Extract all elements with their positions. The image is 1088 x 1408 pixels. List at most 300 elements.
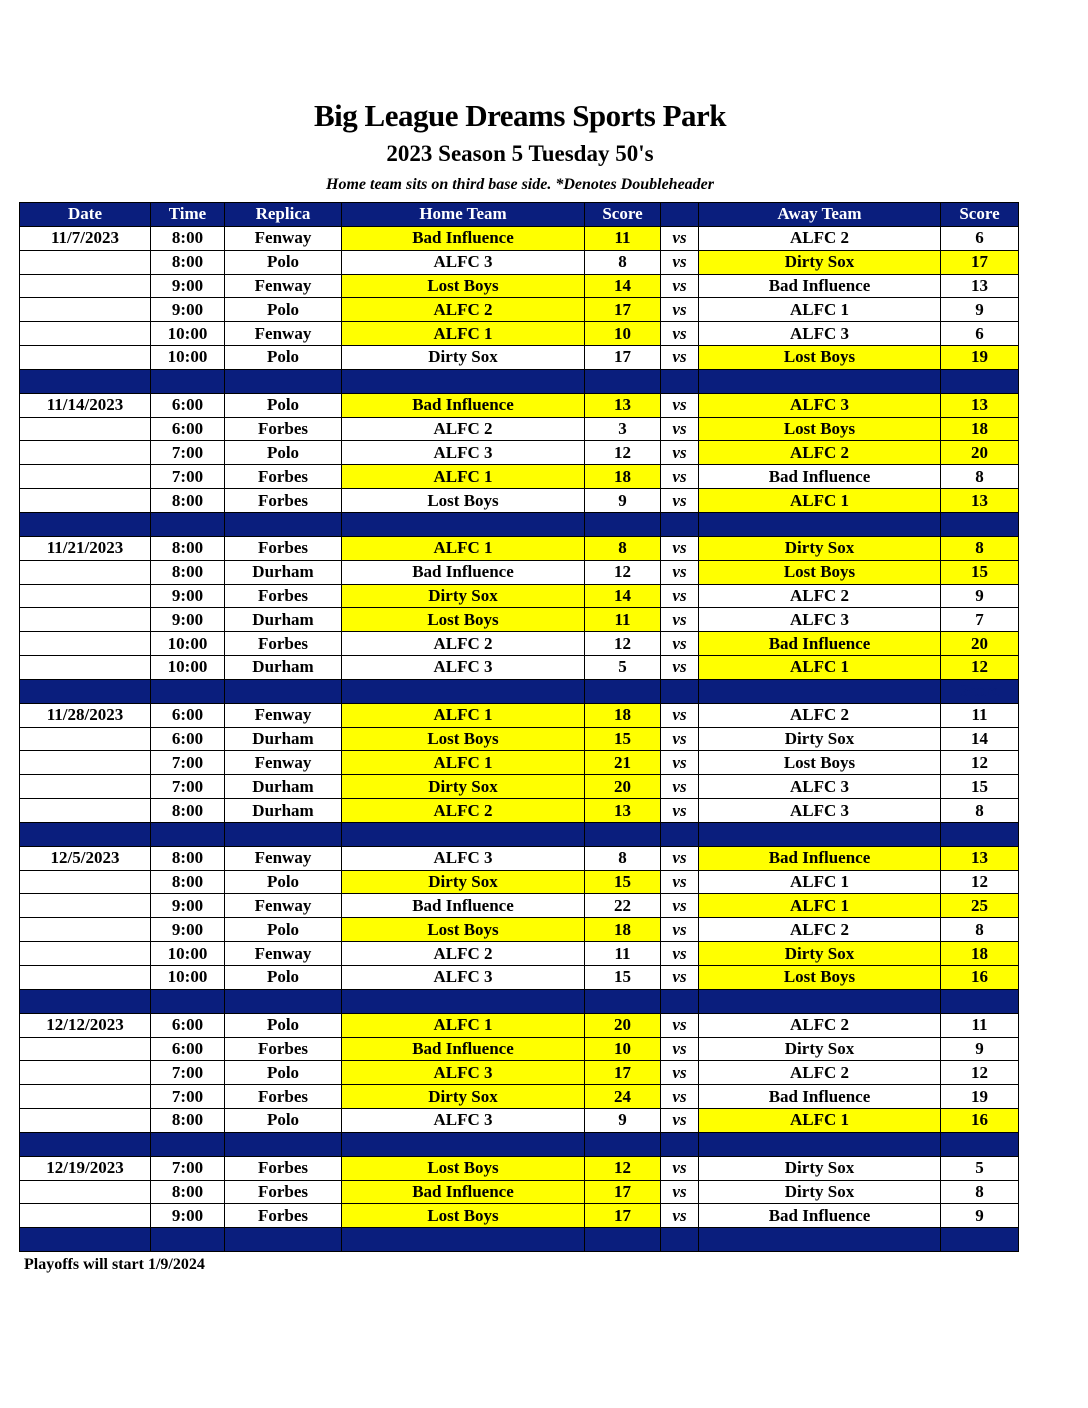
game-time: 6:00	[151, 393, 225, 417]
game-date-empty	[20, 1204, 151, 1228]
separator-cell	[151, 989, 225, 1013]
game-date-empty	[20, 346, 151, 370]
vs-label: vs	[661, 465, 699, 489]
game-field: Durham	[225, 727, 342, 751]
home-score: 12	[585, 441, 661, 465]
game-field: Forbes	[225, 536, 342, 560]
away-team: Lost Boys	[699, 417, 941, 441]
home-score: 12	[585, 1156, 661, 1180]
separator-cell	[661, 1228, 699, 1252]
away-team: Dirty Sox	[699, 536, 941, 560]
home-score: 17	[585, 298, 661, 322]
vs-label: vs	[661, 560, 699, 584]
game-date-empty	[20, 656, 151, 680]
game-time: 8:00	[151, 799, 225, 823]
separator-cell	[225, 989, 342, 1013]
vs-label: vs	[661, 393, 699, 417]
separator-cell	[699, 822, 941, 846]
separator-row	[20, 369, 1019, 393]
separator-cell	[699, 369, 941, 393]
home-team: Lost Boys	[342, 608, 585, 632]
home-score: 15	[585, 966, 661, 990]
separator-row	[20, 989, 1019, 1013]
vs-label: vs	[661, 346, 699, 370]
home-score: 21	[585, 751, 661, 775]
game-time: 10:00	[151, 632, 225, 656]
game-time: 9:00	[151, 918, 225, 942]
vs-label: vs	[661, 656, 699, 680]
home-team: ALFC 3	[342, 966, 585, 990]
home-team: ALFC 1	[342, 751, 585, 775]
game-field: Fenway	[225, 942, 342, 966]
vs-label: vs	[661, 1013, 699, 1037]
game-date: 12/12/2023	[20, 1013, 151, 1037]
separator-cell	[151, 679, 225, 703]
vs-label: vs	[661, 632, 699, 656]
game-row	[20, 727, 1019, 751]
home-score: 8	[585, 536, 661, 560]
separator-cell	[20, 989, 151, 1013]
away-team: ALFC 1	[699, 1109, 941, 1133]
home-team: Lost Boys	[342, 727, 585, 751]
game-row	[20, 1037, 1019, 1061]
away-team: Bad Influence	[699, 846, 941, 870]
home-team: ALFC 3	[342, 656, 585, 680]
game-date-empty	[20, 560, 151, 584]
away-score: 16	[941, 966, 1019, 990]
game-time: 6:00	[151, 1013, 225, 1037]
game-field: Durham	[225, 560, 342, 584]
home-team: ALFC 3	[342, 1061, 585, 1085]
schedule-table	[19, 202, 1019, 1252]
game-row	[20, 250, 1019, 274]
vs-label: vs	[661, 751, 699, 775]
game-date-empty	[20, 322, 151, 346]
away-score: 18	[941, 942, 1019, 966]
home-score: 13	[585, 393, 661, 417]
separator-cell	[941, 989, 1019, 1013]
separator-row	[20, 822, 1019, 846]
separator-row	[20, 512, 1019, 536]
away-team: ALFC 2	[699, 1061, 941, 1085]
game-field: Forbes	[225, 417, 342, 441]
game-field: Forbes	[225, 465, 342, 489]
home-score: 14	[585, 584, 661, 608]
away-score: 19	[941, 346, 1019, 370]
game-field: Forbes	[225, 1204, 342, 1228]
home-score: 15	[585, 870, 661, 894]
game-time: 7:00	[151, 751, 225, 775]
home-score: 5	[585, 656, 661, 680]
col-header-date: Date	[20, 203, 151, 227]
separator-cell	[585, 989, 661, 1013]
separator-cell	[585, 512, 661, 536]
away-team: Lost Boys	[699, 346, 941, 370]
game-time: 9:00	[151, 1204, 225, 1228]
game-time: 6:00	[151, 417, 225, 441]
away-score: 13	[941, 846, 1019, 870]
away-score: 20	[941, 441, 1019, 465]
game-row	[20, 775, 1019, 799]
game-time: 8:00	[151, 489, 225, 513]
away-team: Bad Influence	[699, 1204, 941, 1228]
away-team: Dirty Sox	[699, 727, 941, 751]
vs-label: vs	[661, 1156, 699, 1180]
game-field: Polo	[225, 1061, 342, 1085]
game-date: 11/28/2023	[20, 703, 151, 727]
vs-label: vs	[661, 942, 699, 966]
separator-cell	[20, 1132, 151, 1156]
home-score: 3	[585, 417, 661, 441]
separator-cell	[941, 1228, 1019, 1252]
game-time: 6:00	[151, 703, 225, 727]
game-time: 8:00	[151, 1180, 225, 1204]
game-time: 10:00	[151, 656, 225, 680]
game-time: 8:00	[151, 846, 225, 870]
home-team: Lost Boys	[342, 1156, 585, 1180]
game-field: Fenway	[225, 322, 342, 346]
game-field: Fenway	[225, 846, 342, 870]
separator-cell	[941, 822, 1019, 846]
game-date-empty	[20, 250, 151, 274]
away-score: 25	[941, 894, 1019, 918]
separator-cell	[699, 1228, 941, 1252]
vs-label: vs	[661, 846, 699, 870]
game-row	[20, 1156, 1019, 1180]
game-date-empty	[20, 298, 151, 322]
away-score: 11	[941, 703, 1019, 727]
away-team: Dirty Sox	[699, 1180, 941, 1204]
separator-cell	[941, 512, 1019, 536]
game-time: 8:00	[151, 1109, 225, 1133]
game-row	[20, 226, 1019, 250]
vs-label: vs	[661, 1061, 699, 1085]
home-team: Bad Influence	[342, 1037, 585, 1061]
away-team: Dirty Sox	[699, 1156, 941, 1180]
game-row	[20, 1061, 1019, 1085]
home-team: Bad Influence	[342, 393, 585, 417]
away-score: 9	[941, 298, 1019, 322]
game-time: 10:00	[151, 346, 225, 370]
page-title: Big League Dreams Sports Park	[313, 98, 727, 133]
separator-cell	[151, 822, 225, 846]
game-date-empty	[20, 1180, 151, 1204]
game-field: Polo	[225, 1013, 342, 1037]
away-score: 12	[941, 1061, 1019, 1085]
separator-cell	[225, 679, 342, 703]
away-team: ALFC 1	[699, 656, 941, 680]
away-score: 19	[941, 1085, 1019, 1109]
home-team: ALFC 1	[342, 322, 585, 346]
game-date-empty	[20, 942, 151, 966]
away-score: 9	[941, 584, 1019, 608]
game-row	[20, 751, 1019, 775]
separator-cell	[661, 512, 699, 536]
game-row	[20, 1013, 1019, 1037]
separator-cell	[20, 369, 151, 393]
home-score: 17	[585, 1061, 661, 1085]
away-score: 12	[941, 870, 1019, 894]
game-date: 12/5/2023	[20, 846, 151, 870]
game-row	[20, 298, 1019, 322]
separator-cell	[342, 512, 585, 536]
home-team: Dirty Sox	[342, 1085, 585, 1109]
vs-label: vs	[661, 417, 699, 441]
game-date: 11/7/2023	[20, 226, 151, 250]
home-team: ALFC 3	[342, 250, 585, 274]
away-team: Bad Influence	[699, 274, 941, 298]
playoffs-footer: Playoffs will start 1/9/2024	[24, 1256, 205, 1273]
game-date-empty	[20, 1037, 151, 1061]
vs-label: vs	[661, 489, 699, 513]
home-team: Lost Boys	[342, 918, 585, 942]
away-score: 15	[941, 775, 1019, 799]
home-score: 17	[585, 1204, 661, 1228]
game-time: 9:00	[151, 584, 225, 608]
home-score: 11	[585, 226, 661, 250]
home-score: 22	[585, 894, 661, 918]
away-score: 16	[941, 1109, 1019, 1133]
separator-cell	[699, 1132, 941, 1156]
game-field: Polo	[225, 346, 342, 370]
game-row	[20, 942, 1019, 966]
game-row	[20, 465, 1019, 489]
home-team: ALFC 2	[342, 417, 585, 441]
away-team: Dirty Sox	[699, 942, 941, 966]
away-team: ALFC 1	[699, 870, 941, 894]
home-score: 20	[585, 1013, 661, 1037]
game-field: Forbes	[225, 1037, 342, 1061]
game-time: 6:00	[151, 1037, 225, 1061]
away-team: Lost Boys	[699, 751, 941, 775]
vs-label: vs	[661, 1109, 699, 1133]
game-field: Polo	[225, 298, 342, 322]
game-time: 8:00	[151, 250, 225, 274]
away-score: 9	[941, 1204, 1019, 1228]
away-team: Bad Influence	[699, 465, 941, 489]
separator-cell	[699, 679, 941, 703]
away-score: 13	[941, 393, 1019, 417]
col-header-vs	[661, 203, 699, 227]
game-date-empty	[20, 918, 151, 942]
vs-label: vs	[661, 918, 699, 942]
home-score: 8	[585, 250, 661, 274]
vs-label: vs	[661, 536, 699, 560]
home-score: 8	[585, 846, 661, 870]
separator-cell	[20, 512, 151, 536]
separator-cell	[661, 1132, 699, 1156]
home-score: 14	[585, 274, 661, 298]
away-score: 14	[941, 727, 1019, 751]
game-time: 7:00	[151, 775, 225, 799]
separator-row	[20, 679, 1019, 703]
game-row	[20, 918, 1019, 942]
separator-cell	[151, 369, 225, 393]
away-score: 15	[941, 560, 1019, 584]
game-time: 9:00	[151, 298, 225, 322]
game-time: 10:00	[151, 942, 225, 966]
vs-label: vs	[661, 799, 699, 823]
vs-label: vs	[661, 1180, 699, 1204]
separator-cell	[661, 369, 699, 393]
game-field: Fenway	[225, 703, 342, 727]
game-time: 8:00	[151, 226, 225, 250]
separator-cell	[225, 1132, 342, 1156]
home-score: 18	[585, 918, 661, 942]
game-field: Forbes	[225, 632, 342, 656]
game-time: 7:00	[151, 1085, 225, 1109]
separator-cell	[225, 1228, 342, 1252]
separator-cell	[225, 512, 342, 536]
home-score: 12	[585, 560, 661, 584]
separator-cell	[151, 512, 225, 536]
away-team: ALFC 2	[699, 226, 941, 250]
game-row	[20, 393, 1019, 417]
away-team: Lost Boys	[699, 966, 941, 990]
game-row	[20, 489, 1019, 513]
away-score: 8	[941, 1180, 1019, 1204]
game-field: Forbes	[225, 1180, 342, 1204]
separator-cell	[661, 989, 699, 1013]
game-date-empty	[20, 584, 151, 608]
game-field: Polo	[225, 870, 342, 894]
game-time: 9:00	[151, 608, 225, 632]
separator-cell	[585, 1228, 661, 1252]
away-score: 9	[941, 1037, 1019, 1061]
game-row	[20, 894, 1019, 918]
vs-label: vs	[661, 775, 699, 799]
home-team: ALFC 1	[342, 536, 585, 560]
home-score: 24	[585, 1085, 661, 1109]
home-team: Dirty Sox	[342, 346, 585, 370]
game-row	[20, 536, 1019, 560]
separator-cell	[941, 1132, 1019, 1156]
vs-label: vs	[661, 226, 699, 250]
separator-row	[20, 1228, 1019, 1252]
game-row	[20, 274, 1019, 298]
game-row	[20, 1109, 1019, 1133]
game-date-empty	[20, 417, 151, 441]
col-header-away-score: Score	[941, 203, 1019, 227]
separator-cell	[20, 679, 151, 703]
vs-label: vs	[661, 584, 699, 608]
home-team: ALFC 3	[342, 441, 585, 465]
away-score: 6	[941, 226, 1019, 250]
home-score: 17	[585, 1180, 661, 1204]
game-row	[20, 417, 1019, 441]
away-team: ALFC 1	[699, 894, 941, 918]
game-date-empty	[20, 489, 151, 513]
game-date-empty	[20, 632, 151, 656]
home-team: Bad Influence	[342, 1180, 585, 1204]
separator-cell: Score	[941, 679, 1019, 703]
game-time: 8:00	[151, 870, 225, 894]
home-score: 11	[585, 942, 661, 966]
vs-label: vs	[661, 441, 699, 465]
away-team: ALFC 2	[699, 584, 941, 608]
game-time: 8:00	[151, 536, 225, 560]
game-date: 11/21/2023	[20, 536, 151, 560]
away-team: ALFC 3	[699, 775, 941, 799]
game-field: Durham	[225, 608, 342, 632]
home-team: Dirty Sox	[342, 584, 585, 608]
away-score: 13	[941, 274, 1019, 298]
game-date-empty	[20, 1061, 151, 1085]
game-field: Polo	[225, 250, 342, 274]
game-field: Durham	[225, 656, 342, 680]
away-team: Bad Influence	[699, 632, 941, 656]
separator-cell	[342, 1132, 585, 1156]
game-date-empty	[20, 441, 151, 465]
home-team: ALFC 2	[342, 942, 585, 966]
game-time: 10:00	[151, 322, 225, 346]
away-score: 12	[941, 751, 1019, 775]
separator-cell	[151, 1228, 225, 1252]
vs-label: vs	[661, 1037, 699, 1061]
separator-cell	[342, 989, 585, 1013]
home-score: 12	[585, 632, 661, 656]
away-team: Dirty Sox	[699, 1037, 941, 1061]
home-team: Lost Boys	[342, 1204, 585, 1228]
home-score: 18	[585, 703, 661, 727]
separator-cell	[20, 822, 151, 846]
game-date-empty	[20, 799, 151, 823]
away-score: 6	[941, 322, 1019, 346]
away-team: ALFC 3	[699, 799, 941, 823]
game-time: 7:00	[151, 441, 225, 465]
vs-label: vs	[661, 894, 699, 918]
game-time: 10:00	[151, 966, 225, 990]
away-score: 13	[941, 489, 1019, 513]
game-row	[20, 870, 1019, 894]
home-team: ALFC 2	[342, 298, 585, 322]
game-date-empty	[20, 870, 151, 894]
away-team: Dirty Sox	[699, 250, 941, 274]
vs-label: vs	[661, 727, 699, 751]
home-team: ALFC 1	[342, 1013, 585, 1037]
home-score: 13	[585, 799, 661, 823]
game-time: 7:00	[151, 1061, 225, 1085]
game-time: 7:00	[151, 1156, 225, 1180]
separator-cell	[225, 369, 342, 393]
game-field: Forbes	[225, 584, 342, 608]
separator-cell	[342, 369, 585, 393]
game-field: Forbes	[225, 1156, 342, 1180]
header-row	[20, 203, 1019, 227]
vs-label: vs	[661, 1204, 699, 1228]
game-field: Fenway	[225, 751, 342, 775]
home-team: ALFC 1	[342, 465, 585, 489]
game-date-empty	[20, 894, 151, 918]
page-subtitle: 2023 Season 5 Tuesday 50's	[386, 141, 654, 166]
game-date: 11/14/2023	[20, 393, 151, 417]
game-time: 9:00	[151, 894, 225, 918]
vs-label: vs	[661, 703, 699, 727]
home-team: Lost Boys	[342, 274, 585, 298]
home-team: ALFC 1	[342, 703, 585, 727]
vs-label: vs	[661, 322, 699, 346]
game-field: Durham	[225, 799, 342, 823]
game-field: Polo	[225, 441, 342, 465]
away-team: ALFC 1	[699, 489, 941, 513]
game-date-empty	[20, 966, 151, 990]
game-date: 12/19/2023	[20, 1156, 151, 1180]
game-field: Forbes	[225, 489, 342, 513]
vs-label: vs	[661, 250, 699, 274]
separator-cell	[151, 1132, 225, 1156]
game-row	[20, 441, 1019, 465]
game-date-empty	[20, 1109, 151, 1133]
